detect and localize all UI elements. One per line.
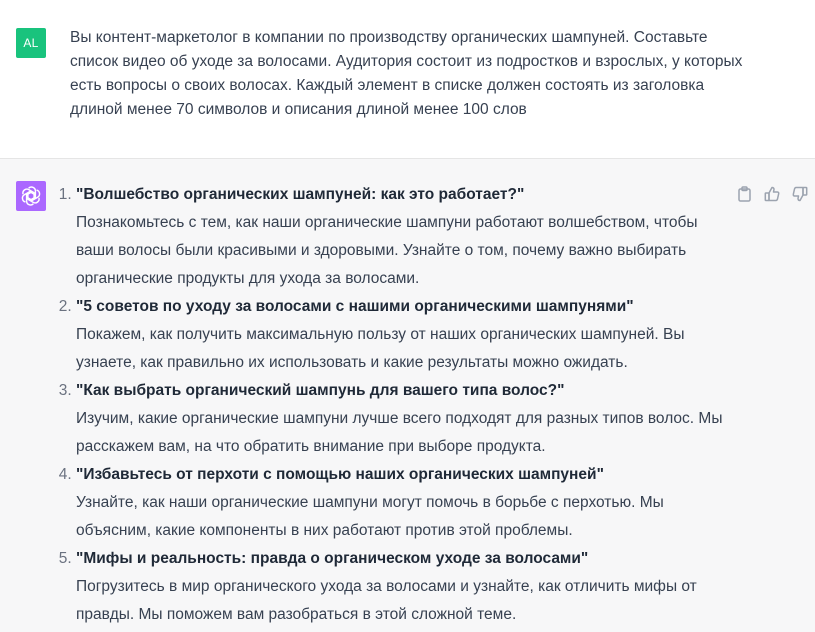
item-description: Покажем, как получить максимальную пользу от наших органических шампуней. Вы узнаете, как правильно их использовать и какие результаты можно ожидать. (76, 326, 685, 371)
user-message (0, 0, 815, 159)
message-actions (735, 185, 809, 203)
item-description: Изучим, какие органические шампуни лучше всего подходят для разных типов волос. Мы расскажем вам, на что обратить внимание при выборе продукта. (76, 410, 723, 455)
item-description: Узнайте, как наши органические шампуни могут помочь в борьбе с перхотью. Мы объясним, какие компоненты в них работают против этой проблемы. (76, 494, 664, 539)
item-title: "5 советов по уходу за волосами с нашими органическими шампунями" (76, 298, 634, 315)
item-description: Погрузитесь в мир органического ухода за волосами и узнайте, как отличить мифы от правды. Мы поможем вам разобраться в этой сложной теме. (76, 578, 697, 623)
list-item (76, 377, 736, 461)
thumbs-up-icon[interactable] (763, 185, 781, 203)
clipboard-icon[interactable] (735, 185, 753, 203)
user-message-text: Вы контент-маркетолог в компании по производству органических шампуней. Составьте список видео об уходе за волосами. Аудитория состоит из подростков и взрослых, у которых есть вопросы о своих волосах. Каждый элемент в списке должен состоять из заголовка длиной менее 70 символов и описания длиной менее 100 слов (70, 29, 743, 118)
item-description: Познакомьтесь с тем, как наши органические шампуни работают волшебством, чтобы ваши волосы были красивыми и здоровыми. Узнайте о том, почему важно выбирать органические продукты для ухода за волосами. (76, 214, 698, 287)
item-title: "Мифы и реальность: правда о органическом уходе за волосами" (76, 550, 589, 567)
thumbs-down-icon[interactable] (791, 185, 809, 203)
item-title: "Как выбрать органический шампунь для вашего типа волос?" (76, 382, 565, 399)
assistant-message (0, 159, 815, 632)
item-title: "Избавьтесь от перхоти с помощью наших органических шампуней" (76, 466, 604, 483)
openai-logo-icon (16, 181, 46, 211)
answer-list (50, 181, 736, 629)
list-item (76, 545, 736, 629)
list-item (76, 293, 736, 377)
item-title: "Волшебство органических шампуней: как это работает?" (76, 186, 525, 203)
list-item (76, 461, 736, 545)
list-item (76, 181, 736, 293)
user-avatar: AL (16, 28, 46, 58)
